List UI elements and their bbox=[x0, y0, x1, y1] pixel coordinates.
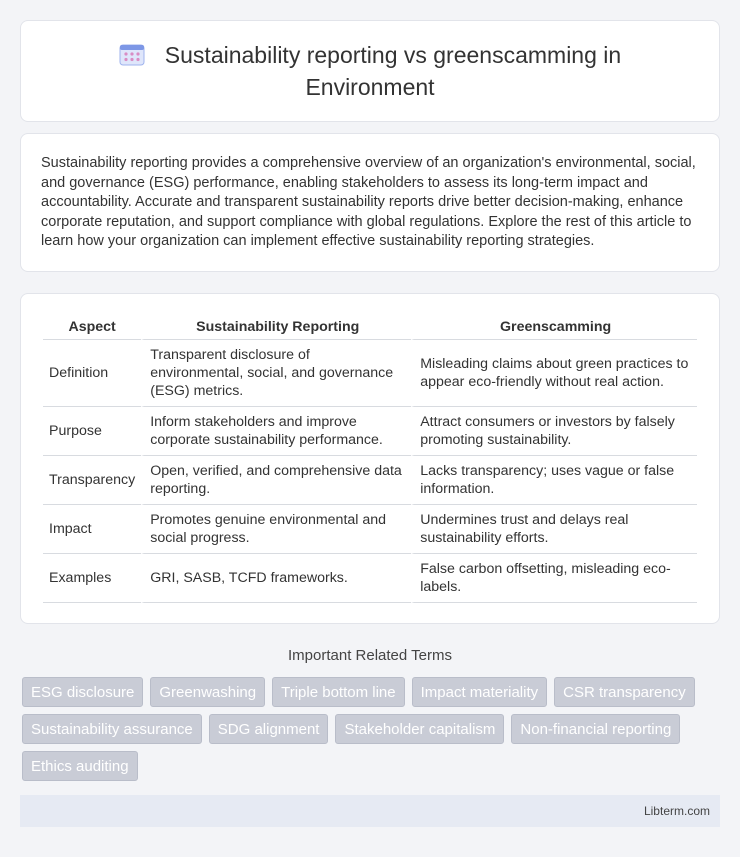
page-title: Sustainability reporting vs greenscamming in Environment bbox=[164, 41, 622, 100]
tag-sdg-alignment[interactable]: SDG alignment bbox=[209, 714, 329, 744]
cell-aspect: Definition bbox=[43, 340, 141, 407]
page-title-wrap bbox=[61, 41, 679, 102]
cell-sustainability-reporting: Open, verified, and comprehensive data reporting. bbox=[141, 456, 411, 505]
cell-greenscamming: Undermines trust and delays real sustainability efforts. bbox=[411, 505, 697, 554]
tag-ethics-auditing[interactable]: Ethics auditing bbox=[22, 751, 138, 781]
tag-csr-transparency[interactable]: CSR transparency bbox=[554, 677, 695, 707]
cell-sustainability-reporting: Inform stakeholders and improve corporate sustainability performance. bbox=[141, 407, 411, 456]
header-aspect: Aspect bbox=[43, 312, 141, 340]
cell-aspect: Transparency bbox=[43, 456, 141, 505]
calendar-icon bbox=[119, 42, 145, 73]
cell-sustainability-reporting: Transparent disclosure of environmental, social, and governance (ESG) metrics. bbox=[141, 340, 411, 407]
table-row bbox=[43, 407, 697, 456]
table-row bbox=[43, 505, 697, 554]
comparison-table bbox=[43, 312, 697, 603]
table-row bbox=[43, 340, 697, 407]
footer bbox=[20, 795, 720, 827]
related-terms-list bbox=[22, 677, 720, 781]
tag-stakeholder-capitalism[interactable]: Stakeholder capitalism bbox=[335, 714, 504, 744]
intro-text: Sustainability reporting provides a comprehensive overview of an organization's environmental, social, and governance (ESG) performance, enabling stakeholders to assess its long-term impact and accountability. Accurate and transparent sustainability reports drive better decision-making, enhance corporate reputation, and support compliance with global regulations. Explore the rest of this article to learn how your organization can implement effective sustainability reporting strategies. bbox=[41, 155, 696, 250]
cell-greenscamming: Lacks transparency; uses vague or false information. bbox=[411, 456, 697, 505]
cell-greenscamming: Attract consumers or investors by falsely promoting sustainability. bbox=[411, 407, 697, 456]
cell-aspect: Impact bbox=[43, 505, 141, 554]
cell-greenscamming: Misleading claims about green practices to appear eco-friendly without real action. bbox=[411, 340, 697, 407]
cell-aspect: Purpose bbox=[43, 407, 141, 456]
comparison-card bbox=[20, 293, 720, 624]
title-card bbox=[20, 20, 720, 122]
tag-triple-bottom-line[interactable]: Triple bottom line bbox=[272, 677, 405, 707]
cell-greenscamming: False carbon offsetting, misleading eco-labels. bbox=[411, 554, 697, 603]
tag-esg-disclosure[interactable]: ESG disclosure bbox=[22, 677, 143, 707]
footer-brand[interactable]: Libterm.com bbox=[643, 804, 710, 818]
tag-greenwashing[interactable]: Greenwashing bbox=[150, 677, 265, 707]
related-terms-title: Important Related Terms bbox=[288, 647, 452, 664]
table-row bbox=[43, 456, 697, 505]
tag-sustainability-assurance[interactable]: Sustainability assurance bbox=[22, 714, 202, 744]
cell-sustainability-reporting: GRI, SASB, TCFD frameworks. bbox=[141, 554, 411, 603]
cell-sustainability-reporting: Promotes genuine environmental and social progress. bbox=[141, 505, 411, 554]
table-row bbox=[43, 554, 697, 603]
header-sustainability-reporting: Sustainability Reporting bbox=[141, 312, 411, 340]
cell-aspect: Examples bbox=[43, 554, 141, 603]
tag-non-financial-reporting[interactable]: Non-financial reporting bbox=[511, 714, 680, 744]
tag-impact-materiality[interactable]: Impact materiality bbox=[412, 677, 548, 707]
table-header-row bbox=[43, 312, 697, 340]
header-greenscamming: Greenscamming bbox=[411, 312, 697, 340]
intro-card bbox=[20, 133, 720, 272]
